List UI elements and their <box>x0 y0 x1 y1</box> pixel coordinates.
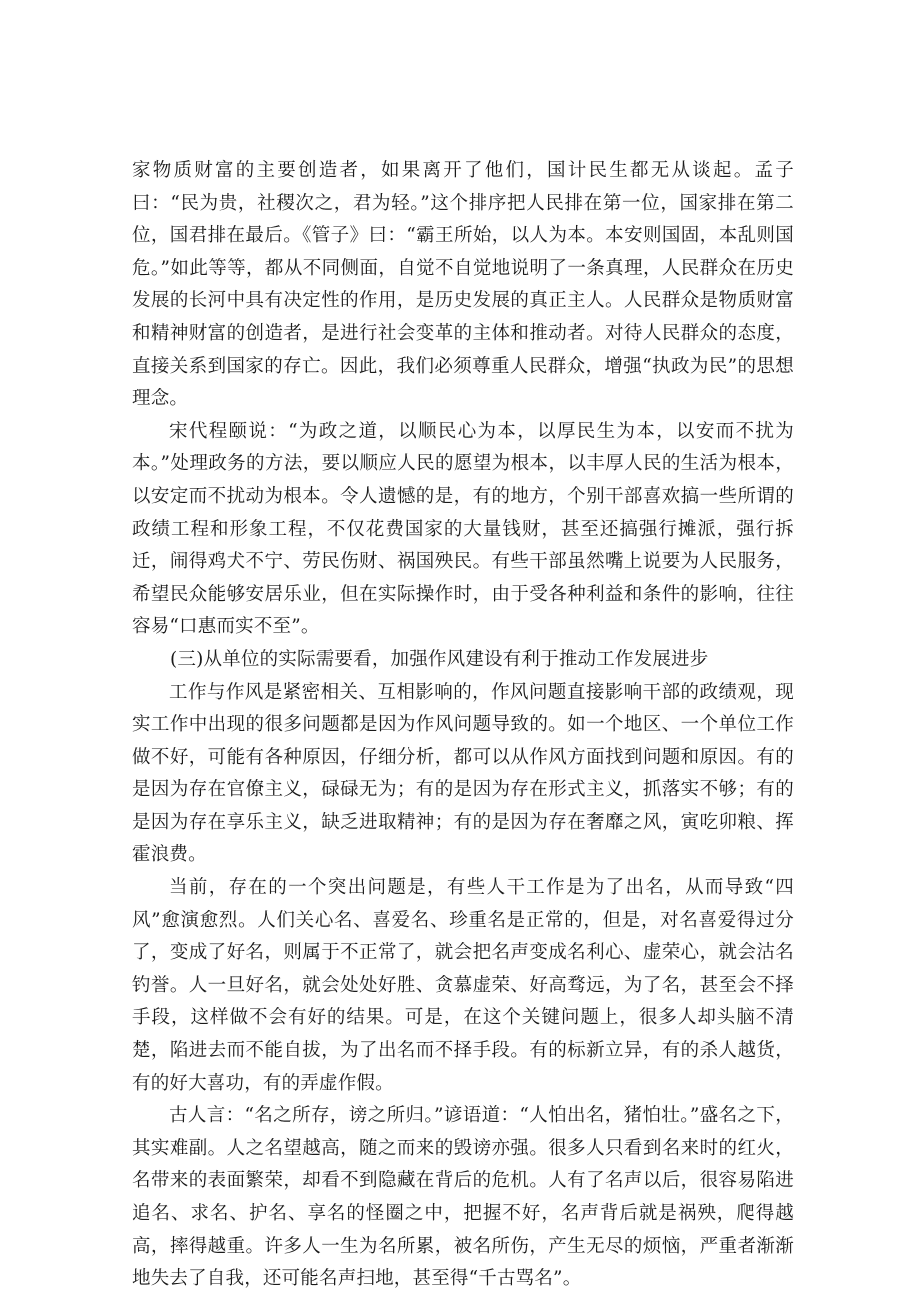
document-page <box>132 155 794 1296</box>
paragraph-ancient-saying: 古人言：“名之所存，谤之所归。”谚语道：“人怕出名，猪怕壮。”盛名之下，其实难副。人之名望越高，随之而来的毁谤亦强。很多人只看到名来时的红火，名带来的表面繁荣，却看不到隐藏在背后的危机。人有了名声以后，很容易陷进追名、求名、护名、享名的怪圈之中，把握不好，名声背后就是祸殃，爬得越高，摔得越重。许多人一生为名所累，被名所伤，产生无尽的烦恼，严重者渐渐地失去了自我，还可能名声扫地，甚至得“千古骂名”。 <box>132 1105 794 1290</box>
paragraph-work-style: 工作与作风是紧密相关、互相影响的，作风问题直接影响干部的政绩观，现实工作中出现的很多问题都是因为作风问题导致的。如一个地区、一个单位工作做不好，可能有各种原因，仔细分析，都可以从作风方面找到问题和原因。有的是因为存在官僚主义，碌碌无为；有的是因为存在形式主义，抓落实不够；有的是因为存在享乐主义，缺乏进取精神；有的是因为存在奢靡之风，寅吃卯粮、挥霍浪费。 <box>132 681 794 866</box>
paragraph-fame-problem: 当前，存在的一个突出问题是，有些人干工作是为了出名，从而导致“四风”愈演愈烈。人们关心名、喜爱名、珍重名是正常的，但是，对名喜爱得过分了，变成了好名，则属于不正常了，就会把名声变成名利心、虚荣心，就会沽名钓誉。人一旦好名，就会处处好胜、贪慕虚荣、好高骛远，为了名，甚至会不择手段，这样做不会有好的结果。可是，在这个关键问题上，很多人却头脑不清楚，陷进去而不能自拔，为了出名而不择手段。有的标新立异，有的杀人越货，有的好大喜功，有的弄虚作假。 <box>132 877 794 1094</box>
paragraph-cheng-yi: 宋代程颐说：“为政之道，以顺民心为本，以厚民生为本，以安而不扰为本。”处理政务的方法，要以顺应人民的愿望为根本，以丰厚人民的生活为根本，以安定而不扰动为根本。令人遗憾的是，有的地方，个别干部喜欢搞一些所谓的政绩工程和形象工程，不仅花费国家的大量钱财，甚至还搞强行摊派，强行拆迁，闹得鸡犬不宁、劳民伤财、祸国殃民。有些干部虽然嘴上说要为人民服务，希望民众能够安居乐业，但在实际操作时，由于受各种利益和条件的影响，往往容易“口惠而实不至”。 <box>132 420 794 638</box>
section-heading-3: (三)从单位的实际需要看，加强作风建设有利于推动工作发展进步 <box>170 648 709 670</box>
paragraph-continuation: 家物质财富的主要创造者，如果离开了他们，国计民生都无从谈起。孟子曰：“民为贵，社稷次之，君为轻。”这个排序把人民排在第一位，国家排在第二位，国君排在最后。《管子》曰：“霸王所始，以人为本。本安则国固，本乱则国危。”如此等等，都从不同侧面，自觉不自觉地说明了一条真理，人民群众在历史发展的长河中具有决定性的作用，是历史发展的真正主人。人民群众是物质财富和精神财富的创造者，是进行社会变革的主体和推动者。对待人民群众的态度，直接关系到国家的存亡。因此，我们必须尊重人民群众，增强“执政为民”的思想理念。 <box>132 160 794 410</box>
